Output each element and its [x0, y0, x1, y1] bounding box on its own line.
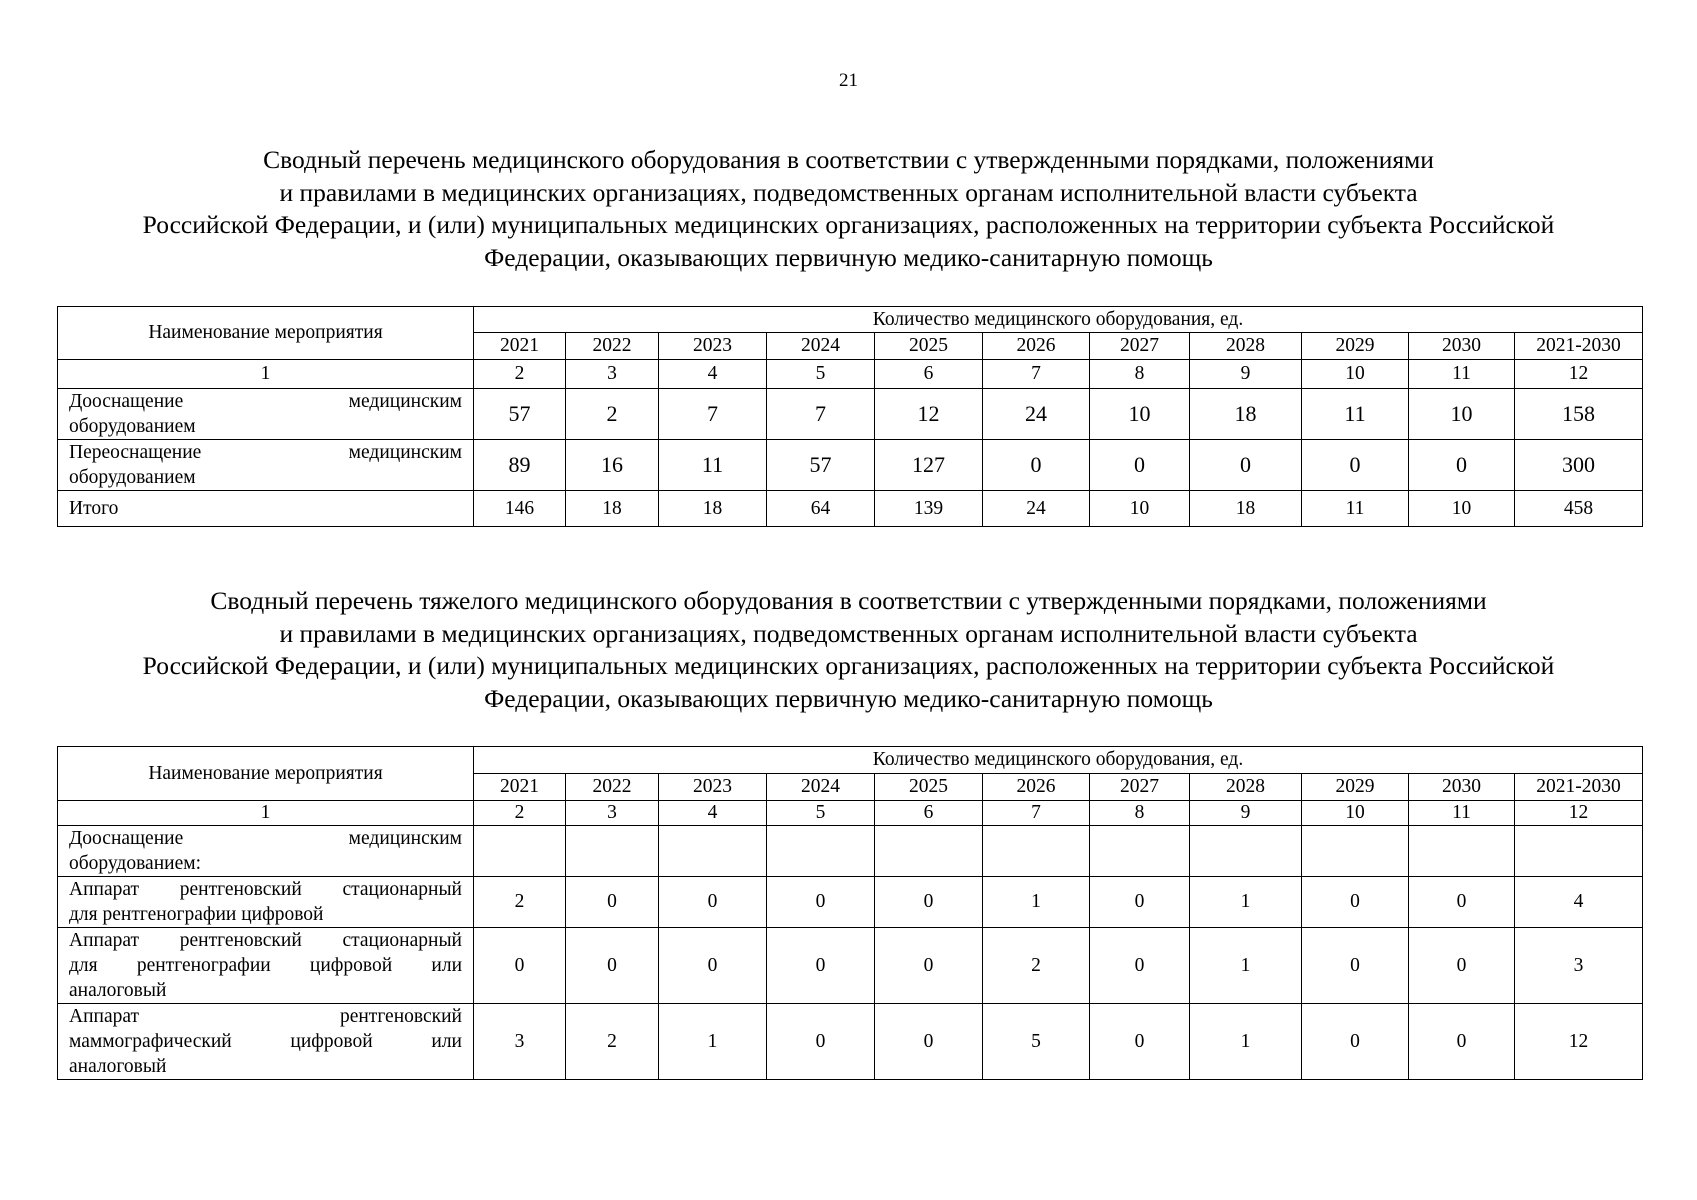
table-cell: 12	[875, 389, 983, 440]
column-number: 1	[58, 360, 474, 389]
table-cell: 11	[659, 440, 767, 491]
row-name-line: Аппарат рентгеновский	[69, 1006, 462, 1027]
row-name-line: аналоговый	[69, 980, 167, 1001]
row-name-line: Итого	[69, 498, 119, 519]
page-number: 21	[839, 70, 858, 91]
row-name	[58, 1004, 474, 1080]
table-cell: 64	[767, 491, 875, 527]
column-number: 3	[566, 801, 659, 826]
table-cell: 0	[1409, 440, 1515, 491]
table-cell: 0	[1090, 928, 1190, 1004]
year-header: 2026	[983, 774, 1090, 801]
row-name	[58, 389, 474, 440]
row-name-line: Аппарат рентгеновский стационарный	[69, 879, 462, 900]
table-cell: 0	[1409, 1004, 1515, 1080]
column-header-name: Наименование мероприятия	[58, 307, 474, 360]
table-cell: 3	[474, 1004, 566, 1080]
table-cell: 300	[1515, 440, 1643, 491]
table-cell: 1	[1190, 1004, 1302, 1080]
table-cell: 16	[566, 440, 659, 491]
table-cell: 5	[983, 1004, 1090, 1080]
table-cell	[983, 826, 1090, 877]
year-header: 2021-2030	[1515, 333, 1643, 360]
table-cell: 57	[474, 389, 566, 440]
table-cell: 0	[875, 928, 983, 1004]
row-name-line: Аппарат рентгеновский стационарный	[69, 930, 462, 951]
header-row	[58, 747, 1643, 774]
table-row	[58, 826, 1643, 877]
column-number: 9	[1190, 801, 1302, 826]
table-cell: 0	[767, 877, 875, 928]
year-header: 2029	[1302, 333, 1409, 360]
table-cell: 7	[767, 389, 875, 440]
table-cell: 4	[1515, 877, 1643, 928]
row-name-line: Дооснащение медицинским	[69, 391, 462, 412]
column-number: 7	[983, 360, 1090, 389]
year-header: 2023	[659, 333, 767, 360]
table-cell: 3	[1515, 928, 1643, 1004]
column-number: 8	[1090, 801, 1190, 826]
section-2-title	[40, 585, 1657, 715]
column-number: 6	[875, 801, 983, 826]
table-cell: 1	[1190, 928, 1302, 1004]
column-number: 6	[875, 360, 983, 389]
table-cell	[659, 826, 767, 877]
table-cell: 0	[1409, 877, 1515, 928]
table-cell	[1302, 826, 1409, 877]
row-name-line: маммографический цифровой или	[69, 1031, 462, 1052]
column-number: 3	[566, 360, 659, 389]
table-row	[58, 389, 1643, 440]
table-row	[58, 1004, 1643, 1080]
table-cell: 0	[1409, 928, 1515, 1004]
year-header: 2029	[1302, 774, 1409, 801]
year-header: 2021-2030	[1515, 774, 1643, 801]
header-row	[58, 307, 1643, 333]
table-cell	[474, 826, 566, 877]
year-header: 2026	[983, 333, 1090, 360]
row-name	[58, 877, 474, 928]
table-cell: 0	[1090, 1004, 1190, 1080]
year-header: 2025	[875, 333, 983, 360]
table-cell: 2	[474, 877, 566, 928]
year-header: 2028	[1190, 774, 1302, 801]
table-cell: 12	[1515, 1004, 1643, 1080]
table-cell: 158	[1515, 389, 1643, 440]
column-number: 2	[474, 801, 566, 826]
year-header: 2021	[474, 774, 566, 801]
column-number: 8	[1090, 360, 1190, 389]
table-cell: 0	[566, 877, 659, 928]
table-cell	[767, 826, 875, 877]
table-cell: 18	[659, 491, 767, 527]
table-cell	[1515, 826, 1643, 877]
table-cell: 7	[659, 389, 767, 440]
table-cell: 1	[983, 877, 1090, 928]
column-number: 4	[659, 801, 767, 826]
column-header-name: Наименование мероприятия	[58, 747, 474, 801]
row-name	[58, 826, 474, 877]
table-cell: 10	[1409, 389, 1515, 440]
table-cell	[1090, 826, 1190, 877]
row-name	[58, 440, 474, 491]
column-numbers-row	[58, 801, 1643, 826]
year-header: 2030	[1409, 333, 1515, 360]
title-line: Федерации, оказывающих первичную медико-санитарную помощь	[484, 242, 1213, 272]
table-cell: 1	[659, 1004, 767, 1080]
section-1-title	[40, 144, 1657, 274]
row-name-line: оборудованием	[69, 467, 196, 488]
table-cell: 0	[1190, 440, 1302, 491]
row-name-line: для рентгенографии цифровой	[69, 904, 324, 925]
table-cell: 1	[1190, 877, 1302, 928]
row-name-line: Переоснащение медицинским	[69, 442, 462, 463]
equipment-table	[57, 306, 1643, 527]
title-line: Сводный перечень тяжелого медицинского оборудования в соответствии с утвержденными порядками, положениями	[210, 586, 1487, 615]
table-cell: 146	[474, 491, 566, 527]
column-number: 10	[1302, 801, 1409, 826]
year-header: 2027	[1090, 333, 1190, 360]
table-cell: 0	[659, 877, 767, 928]
heavy-equipment-table	[57, 746, 1643, 1080]
table-cell: 0	[767, 928, 875, 1004]
title-line: и правилами в медицинских организациях, подведомственных органам исполнительной власти субъекта	[279, 618, 1418, 648]
table-cell: 24	[983, 491, 1090, 527]
year-header: 2030	[1409, 774, 1515, 801]
table-cell: 458	[1515, 491, 1643, 527]
table-cell: 0	[474, 928, 566, 1004]
column-number: 1	[58, 801, 474, 826]
table-cell: 11	[1302, 491, 1409, 527]
table-cell: 0	[875, 1004, 983, 1080]
table-cell: 0	[1090, 440, 1190, 491]
table-cell	[566, 826, 659, 877]
table-cell: 57	[767, 440, 875, 491]
table-cell: 0	[1090, 877, 1190, 928]
table-cell: 10	[1409, 491, 1515, 527]
table-cell: 0	[1302, 440, 1409, 491]
column-number: 10	[1302, 360, 1409, 389]
row-name	[58, 491, 474, 527]
row-name-line: оборудованием:	[69, 853, 201, 874]
table-row	[58, 928, 1643, 1004]
year-header: 2022	[566, 774, 659, 801]
year-header: 2028	[1190, 333, 1302, 360]
column-number: 2	[474, 360, 566, 389]
year-header: 2022	[566, 333, 659, 360]
column-number: 7	[983, 801, 1090, 826]
table-row	[58, 877, 1643, 928]
table-cell: 18	[1190, 491, 1302, 527]
table-cell: 139	[875, 491, 983, 527]
table-cell: 2	[983, 928, 1090, 1004]
title-line: и правилами в медицинских организациях, подведомственных органам исполнительной власти субъекта	[279, 177, 1418, 207]
table-row	[58, 491, 1643, 527]
table-cell: 0	[1302, 928, 1409, 1004]
table-cell	[875, 826, 983, 877]
column-number: 9	[1190, 360, 1302, 389]
year-header: 2024	[767, 333, 875, 360]
year-header: 2025	[875, 774, 983, 801]
column-number: 5	[767, 360, 875, 389]
table-cell: 18	[1190, 389, 1302, 440]
table-cell: 24	[983, 389, 1090, 440]
title-line: Российской Федерации, и (или) муниципальных медицинских организациях, расположенных на территории субъекта Российской	[142, 210, 1555, 239]
table-cell: 89	[474, 440, 566, 491]
table-cell: 0	[1302, 877, 1409, 928]
table-cell: 11	[1302, 389, 1409, 440]
table-cell: 18	[566, 491, 659, 527]
row-name-line: оборудованием	[69, 416, 196, 437]
title-line: Российской Федерации, и (или) муниципальных медицинских организациях, расположенных на территории субъекта Российской	[142, 651, 1555, 680]
table-cell	[1409, 826, 1515, 877]
table-cell: 0	[983, 440, 1090, 491]
table-row	[58, 440, 1643, 491]
row-name-line: Дооснащение медицинским	[69, 828, 462, 849]
table-cell: 2	[566, 389, 659, 440]
year-header: 2021	[474, 333, 566, 360]
table-cell: 0	[767, 1004, 875, 1080]
row-name	[58, 928, 474, 1004]
table-cell: 0	[659, 928, 767, 1004]
column-group-header: Количество медицинского оборудования, ед.	[474, 747, 1643, 774]
row-name-line: аналоговый	[69, 1056, 167, 1077]
column-number: 12	[1515, 801, 1643, 826]
column-number: 4	[659, 360, 767, 389]
table-cell: 0	[875, 877, 983, 928]
year-header: 2023	[659, 774, 767, 801]
table-cell: 127	[875, 440, 983, 491]
table-cell: 10	[1090, 389, 1190, 440]
column-group-header: Количество медицинского оборудования, ед.	[474, 307, 1643, 333]
column-numbers-row	[58, 360, 1643, 389]
table-cell: 10	[1090, 491, 1190, 527]
title-line: Сводный перечень медицинского оборудования в соответствии с утвержденными порядками, положениями	[263, 145, 1434, 174]
row-name-line: для рентгенографии цифровой или	[69, 955, 462, 976]
column-number: 5	[767, 801, 875, 826]
column-number: 12	[1515, 360, 1643, 389]
table-cell: 0	[566, 928, 659, 1004]
title-line: Федерации, оказывающих первичную медико-санитарную помощь	[484, 683, 1213, 713]
table-cell: 0	[1302, 1004, 1409, 1080]
table-cell	[1190, 826, 1302, 877]
column-number: 11	[1409, 360, 1515, 389]
year-header: 2027	[1090, 774, 1190, 801]
column-number: 11	[1409, 801, 1515, 826]
year-header: 2024	[767, 774, 875, 801]
table-cell: 2	[566, 1004, 659, 1080]
